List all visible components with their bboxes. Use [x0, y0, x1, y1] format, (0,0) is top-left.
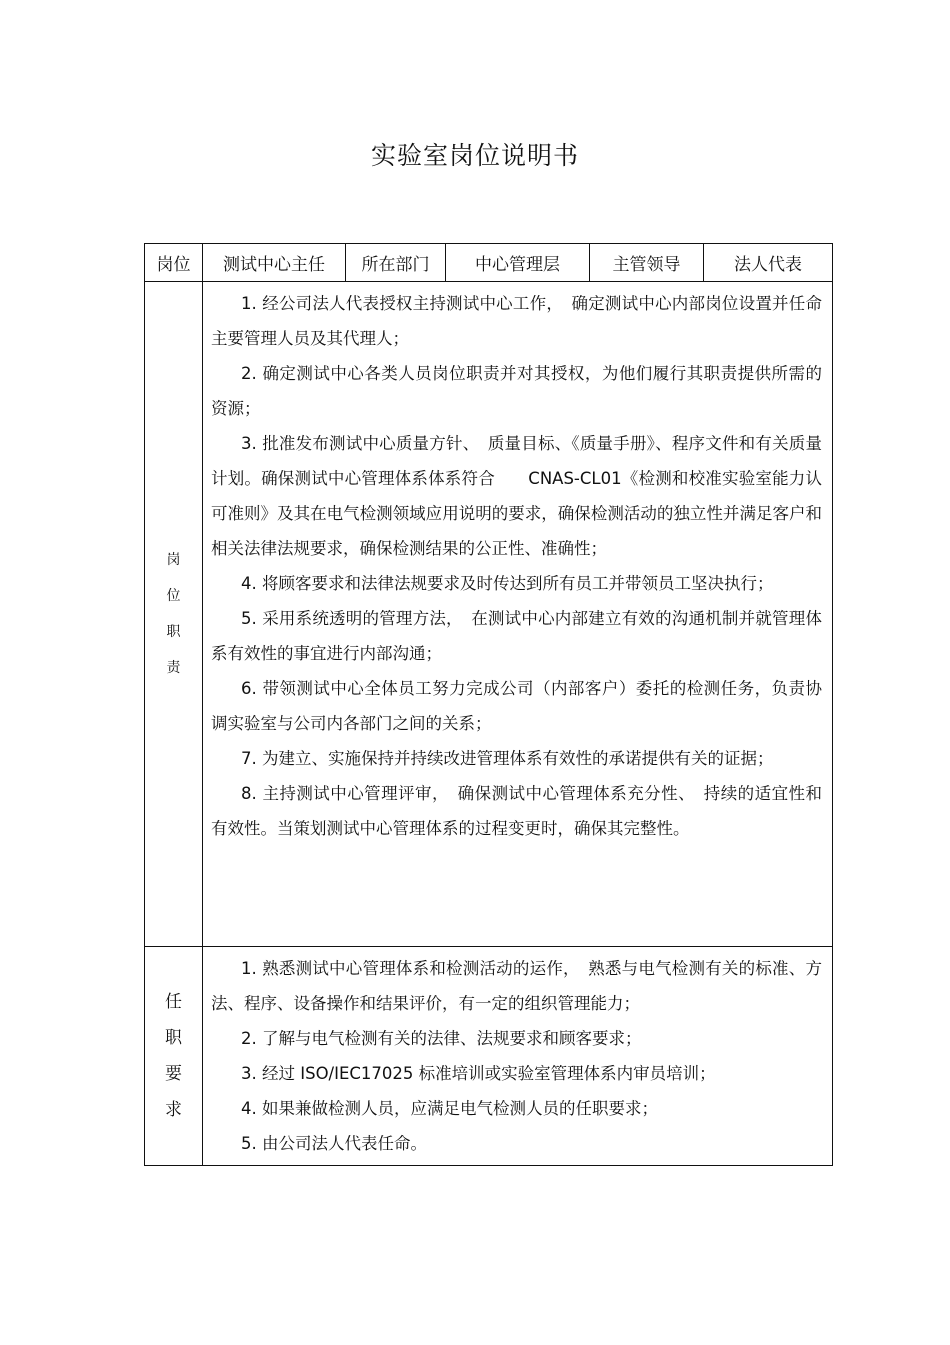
- requirements-row: [145, 947, 833, 1166]
- duty-item: 7. 为建立、实施保持并持续改进管理体系有效性的承诺提供有关的证据；: [241, 749, 774, 768]
- requirement-item: 3. 经过 ISO/IEC17025 标准培训或实验室管理体系内审员培训；: [241, 1064, 716, 1083]
- job-description-table: [144, 243, 833, 1166]
- leader-label: 主管领导: [590, 244, 704, 282]
- page-title: 实验室岗位说明书: [370, 141, 579, 170]
- duties-label: 岗 位 职 责: [145, 282, 203, 947]
- duties-row: [145, 282, 833, 947]
- duty-item: 1. 经公司法人代表授权主持测试中心工作， 确定测试中心内部岗位设置并任命主要管理人员及其代理人；: [211, 294, 822, 348]
- post-label: 岗位: [145, 244, 203, 282]
- requirement-item: 2. 了解与电气检测有关的法律、法规要求和顾客要求；: [241, 1029, 642, 1048]
- header-row: [145, 244, 833, 282]
- duty-item: 6. 带领测试中心全体员工努力完成公司（内部客户）委托的检测任务，负责协调实验室与公司内各部门之间的关系；: [211, 679, 822, 733]
- duties-content: [203, 282, 833, 947]
- post-value: 测试中心主任: [203, 244, 346, 282]
- dept-label: 所在部门: [346, 244, 446, 282]
- duty-item: 3. 批准发布测试中心质量方针、 质量目标、《质量手册》、程序文件和有关质量计划。确保测试中心管理体系体系符合 CNAS-CL01《检测和校准实验室能力认可准则》及其在电气检测领域应用说明的要求，确保检测活动的独立性并满足客户和相关法律法规要求，确保检测结果的公正性、准确性；: [211, 434, 822, 558]
- duty-item: 5. 采用系统透明的管理方法， 在测试中心内部建立有效的沟通机制并就管理体系有效性的事宜进行内部沟通；: [211, 609, 822, 663]
- requirements-label: 任 职 要 求: [145, 947, 203, 1166]
- duty-item: 4. 将顾客要求和法律法规要求及时传达到所有员工并带领员工坚决执行；: [241, 574, 774, 593]
- requirement-item: 4. 如果兼做检测人员，应满足电气检测人员的任职要求；: [241, 1099, 658, 1118]
- duty-item: 2. 确定测试中心各类人员岗位职责并对其授权，为他们履行其职责提供所需的资源；: [211, 364, 822, 418]
- leader-value: 法人代表: [704, 244, 833, 282]
- requirements-content: [203, 947, 833, 1166]
- dept-value: 中心管理层: [446, 244, 590, 282]
- duty-item: 8. 主持测试中心管理评审， 确保测试中心管理体系充分性、 持续的适宜性和有效性。当策划测试中心管理体系的过程变更时，确保其完整性。: [211, 784, 822, 838]
- requirement-item: 1. 熟悉测试中心管理体系和检测活动的运作， 熟悉与电气检测有关的标准、方法、程序、设备操作和结果评价，有一定的组织管理能力；: [211, 959, 822, 1013]
- requirement-item: 5. 由公司法人代表任命。: [241, 1134, 427, 1153]
